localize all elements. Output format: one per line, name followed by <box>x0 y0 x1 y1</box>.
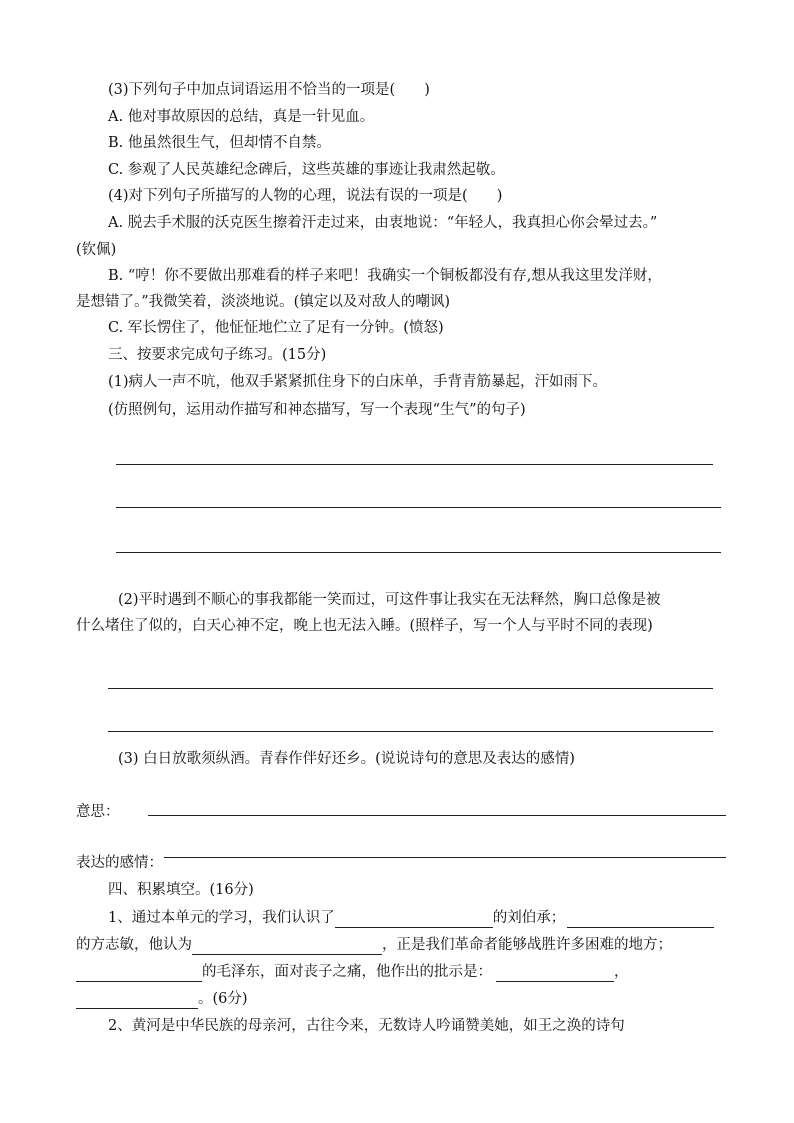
section3-heading: 三、按要求完成句子练习。(15分) <box>108 347 327 363</box>
s4-q2-text: 2、黄河是中华民族的母亲河，古往今来，无数诗人吟诵赞美她，如王之涣的诗句 <box>108 1018 625 1034</box>
q4-stem: (4)对下列句子所描写的人物的心理，说法有误的一项是( ) <box>108 188 503 204</box>
q3-option-a: A. 他对事故原因的总结，真是一针见血。 <box>108 109 375 125</box>
answer-line[interactable] <box>116 507 721 508</box>
s3-q2-line2: 什么堵住了似的，白天心神不定，晚上也无法入睡。(照样子，写一个人与平时不同的表现) <box>76 618 653 634</box>
q4-option-b-line2: 是想错了。”我微笑着，淡淡地说。(镇定以及对敌人的嘲讽) <box>76 294 450 310</box>
fill-blank[interactable] <box>567 911 714 928</box>
q4-option-c: C. 军长愣住了，他怔怔地伫立了足有一分钟。(愤怒) <box>108 320 444 336</box>
s3-q3-text: (3) 白日放歌须纵酒。青春作伴好还乡。(说说诗句的意思及表达的感情) <box>118 751 575 767</box>
q4-option-b-line1: B. “哼！你不要做出那难看的样子来吧！我确实一个铜板都没有存,想从我这里发洋财， <box>108 268 662 284</box>
meaning-label: 意思： <box>76 804 120 820</box>
fill-blank[interactable] <box>192 938 382 955</box>
s4-q1-text-c: 的方志敏，他认为 <box>76 937 192 953</box>
s4-q1-text-a: 1、通过本单元的学习，我们认识了 <box>108 910 335 926</box>
fill-blank[interactable] <box>76 992 198 1009</box>
meaning-answer-line[interactable] <box>148 815 726 816</box>
emotion-answer-line[interactable] <box>164 857 726 858</box>
q4-option-a-line2: (钦佩) <box>76 242 117 258</box>
answer-line[interactable] <box>116 464 713 465</box>
fill-blank[interactable] <box>496 965 614 982</box>
emotion-label: 表达的感情： <box>76 855 163 871</box>
s4-q1-text-g: 。(6分) <box>198 991 248 1007</box>
answer-line[interactable] <box>108 688 713 689</box>
q3-option-b: B. 他虽然很生气，但却情不自禁。 <box>108 135 331 151</box>
section4-heading: 四、积累填空。(16分) <box>108 882 254 898</box>
s4-q1-text-e: 的毛泽东，面对丧子之痛，他作出的批示是： <box>202 964 492 980</box>
s4-q1-line4 <box>76 989 248 1009</box>
answer-line[interactable] <box>116 552 721 553</box>
s4-q1-text-d: ，正是我们革命者能够战胜许多困难的地方； <box>382 937 672 953</box>
answer-line[interactable] <box>108 731 713 732</box>
s4-q1-text-b: 的刘伯承； <box>492 910 566 926</box>
s4-q1-line3 <box>76 962 629 982</box>
s4-q1-line2 <box>76 935 672 955</box>
s3-q2-line1: (2)平时遇到不顺心的事我都能一笑而过，可这件事让我实在无法释然，胸口总像是被 <box>118 592 661 608</box>
q3-option-c: C. 参观了人民英雄纪念碑后，这些英雄的事迹让我肃然起敬。 <box>108 162 505 178</box>
s3-q1-example: (1)病人一声不吭，他双手紧紧抓住身下的白床单，手背青筋暴起，汗如雨下。 <box>108 374 608 390</box>
q4-option-a-line1: A. 脱去手术服的沃克医生擦着汗走过来，由衷地说：“年轻人，我真担心你会晕过去。” <box>108 215 658 231</box>
s4-q1-text-f: ， <box>614 964 629 980</box>
fill-blank[interactable] <box>76 965 202 982</box>
s4-q1-line1 <box>108 908 714 928</box>
s3-q1-instruction: (仿照例句，运用动作描写和神态描写，写一个表现“生气”的句子) <box>108 402 526 418</box>
q3-stem: (3)下列句子中加点词语运用不恰当的一项是( ) <box>108 82 430 98</box>
fill-blank[interactable] <box>335 911 493 928</box>
